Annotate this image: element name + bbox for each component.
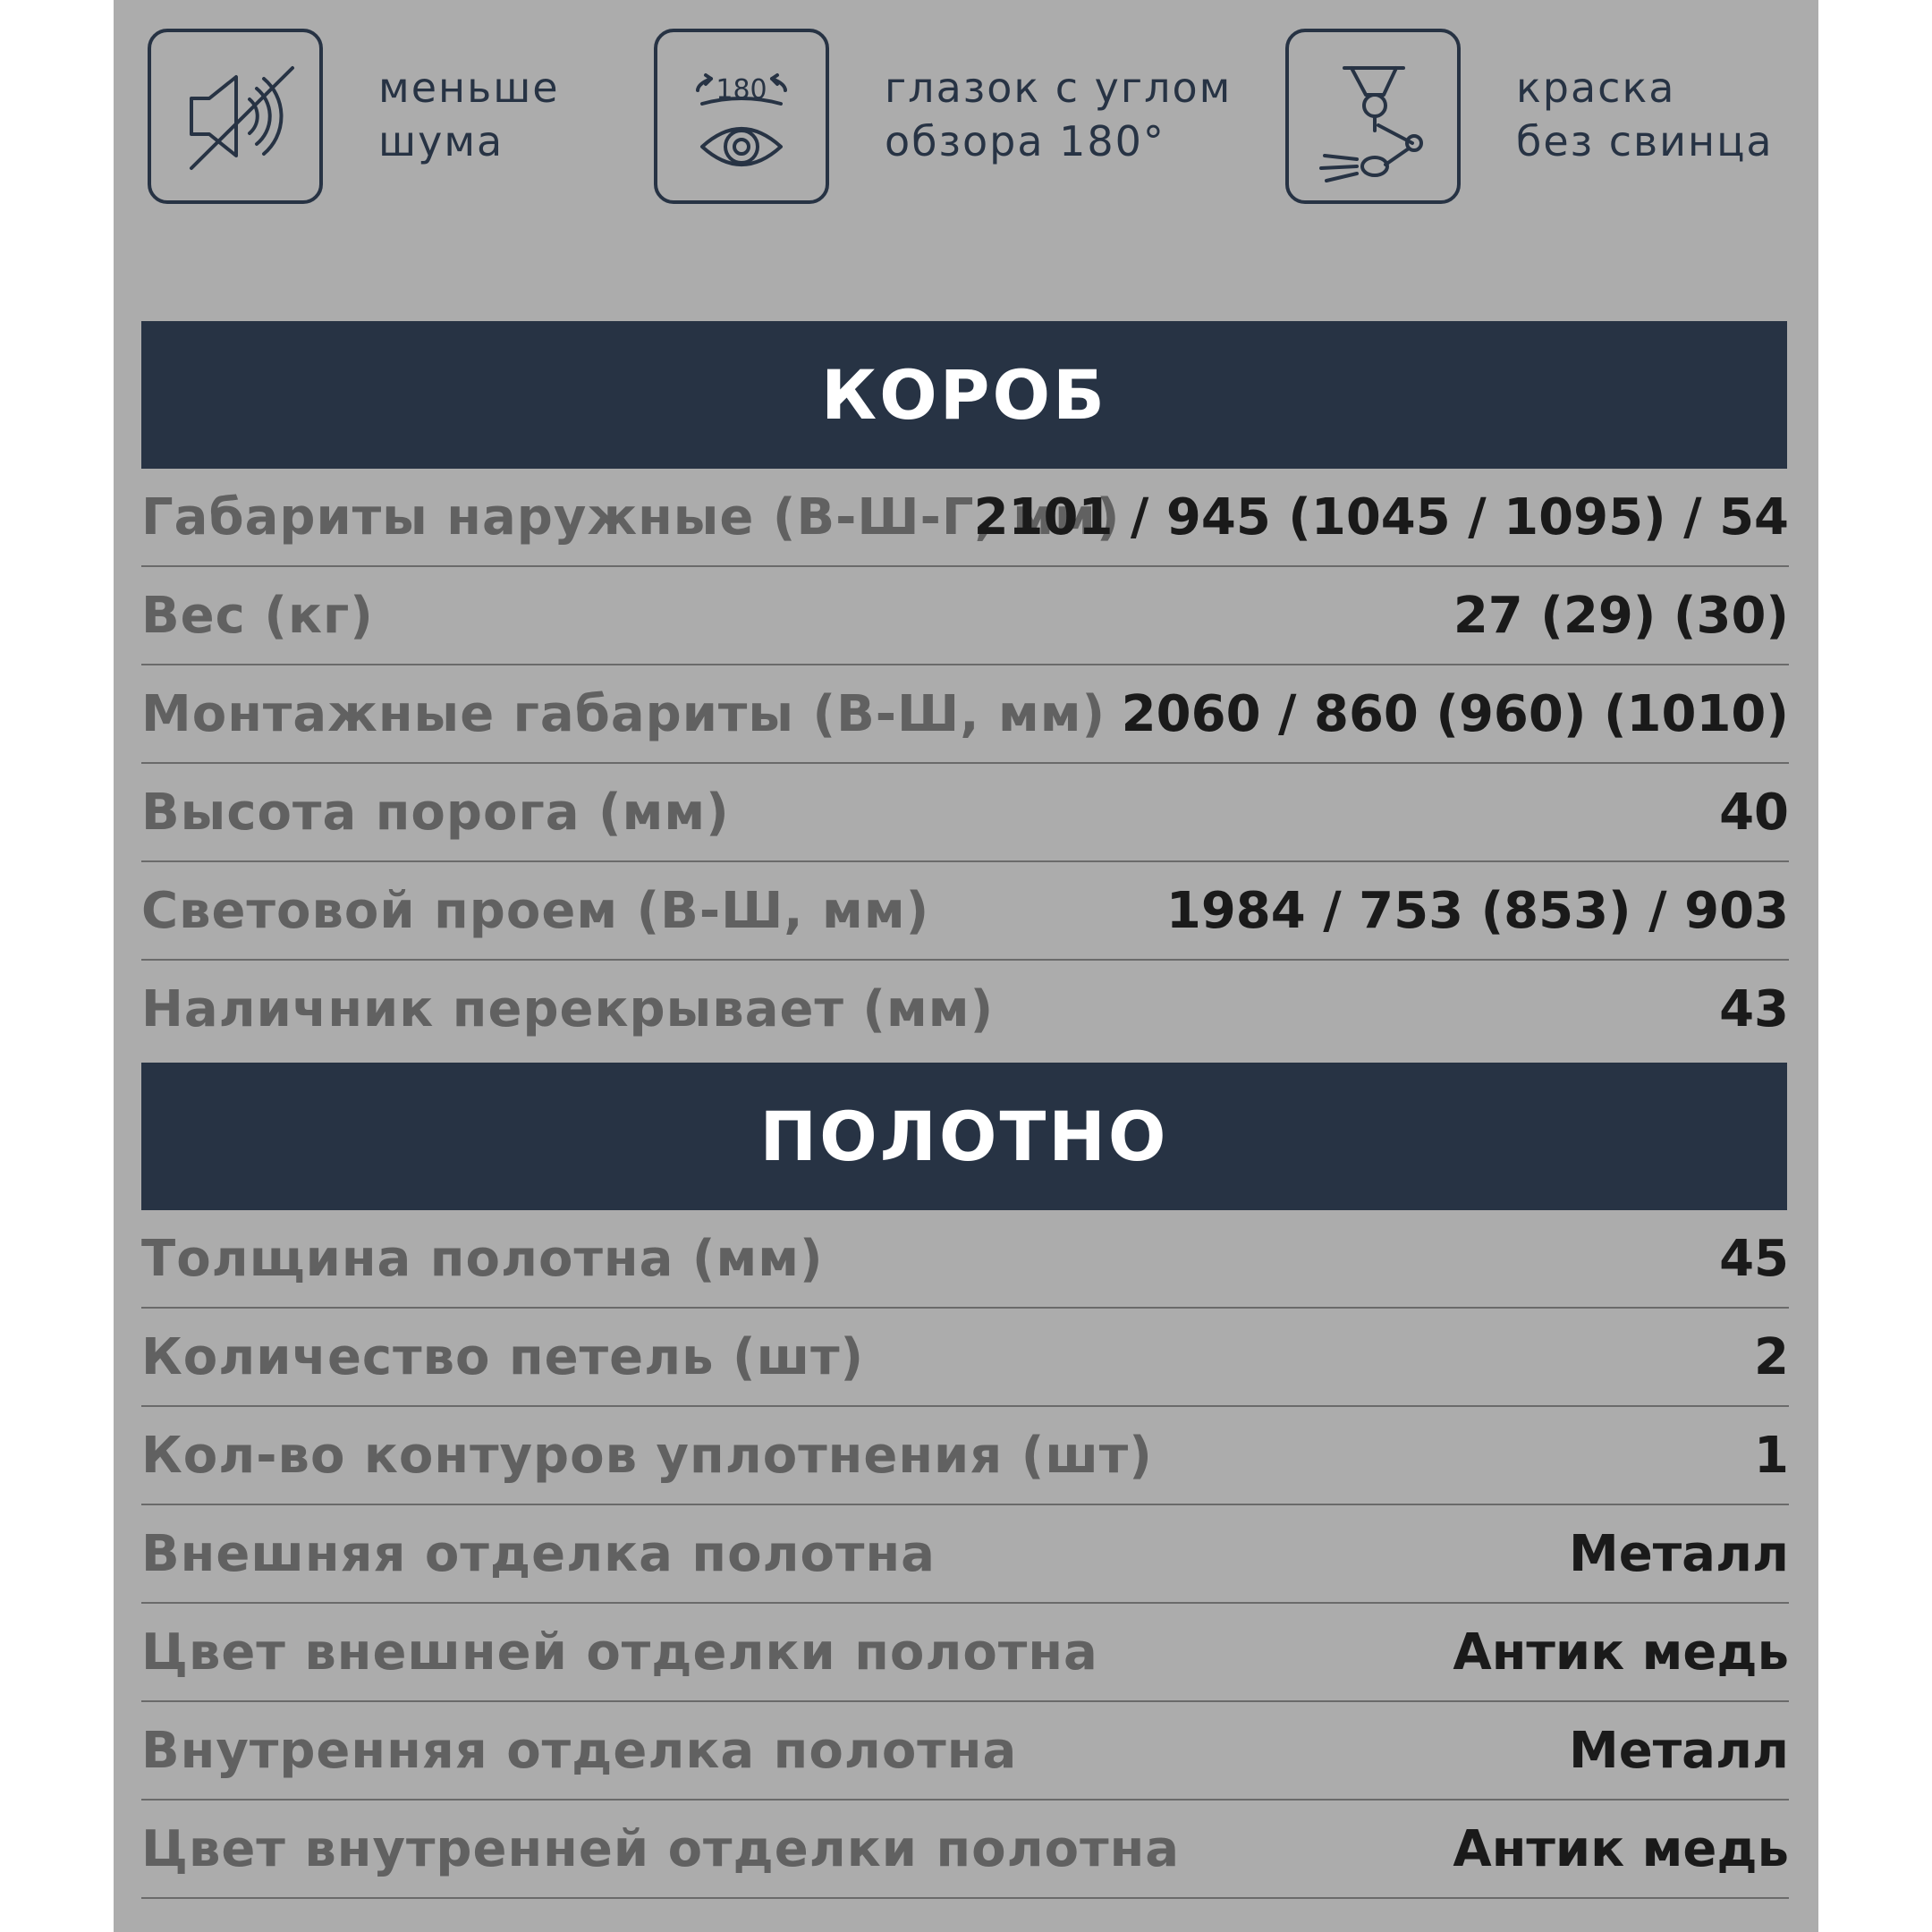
- spec-value: 2: [1754, 1328, 1789, 1386]
- spec-row: [141, 1309, 1789, 1407]
- mute-speaker-icon: [148, 29, 323, 204]
- spec-label: Цвет внешней отделки полотна: [141, 1623, 1098, 1682]
- spec-label: Высота порога (мм): [141, 784, 730, 842]
- feature-label: [885, 61, 1232, 168]
- spec-value: 43: [1719, 980, 1789, 1038]
- spec-row: [141, 862, 1789, 961]
- spec-value: Металл: [1569, 1722, 1789, 1780]
- feature-label-line: краска: [1516, 64, 1676, 112]
- feature-label-line: шума: [378, 117, 504, 165]
- spec-label: Габариты наружные (В-Ш-Г, мм): [141, 488, 1121, 547]
- eye-180-icon: [654, 29, 829, 204]
- spec-row: [141, 1505, 1789, 1604]
- spec-row: [141, 1604, 1789, 1702]
- spec-label: Внутренняя отделка полотна: [141, 1722, 1018, 1780]
- spray-robot-icon: [1285, 29, 1461, 204]
- spec-row: [141, 1801, 1789, 1899]
- feature-label-line: меньше: [378, 64, 560, 112]
- section-rows-korob: [141, 469, 1789, 1059]
- spec-value: 2060 / 860 (960) (1010): [1121, 685, 1789, 743]
- spec-row: [141, 1702, 1789, 1801]
- spec-label: Внешняя отделка полотна: [141, 1525, 936, 1583]
- spec-row: [141, 1210, 1789, 1309]
- spec-label: Толщина полотна (мм): [141, 1230, 824, 1288]
- section-rows-polotno: [141, 1210, 1789, 1899]
- feature-label-line: обзора 180°: [885, 117, 1165, 165]
- eye-180-label: 180: [716, 74, 767, 106]
- section-header-polotno: ПОЛОТНО: [141, 1063, 1787, 1210]
- spec-value: 45: [1719, 1230, 1789, 1288]
- spec-value: 1: [1754, 1427, 1789, 1485]
- spec-row: [141, 469, 1789, 567]
- spec-label: Количество петель (шт): [141, 1328, 865, 1386]
- spec-row: [141, 961, 1789, 1059]
- spec-row: [141, 665, 1789, 764]
- feature-label-line: глазок с углом: [885, 64, 1233, 112]
- spec-panel: [114, 0, 1818, 1932]
- spec-row: [141, 764, 1789, 862]
- feature-label-line: без свинца: [1516, 117, 1774, 165]
- feature-label: [1516, 61, 1774, 168]
- spec-label: Кол-во контуров уплотнения (шт): [141, 1427, 1153, 1485]
- spec-value: 1984 / 753 (853) / 903: [1165, 882, 1789, 940]
- spec-value: 2101 / 945 (1045 / 1095) / 54: [973, 488, 1789, 547]
- spec-label: Вес (кг): [141, 587, 374, 645]
- section-header-korob: КОРОБ: [141, 321, 1787, 469]
- spec-label: Цвет внутренней отделки полотна: [141, 1820, 1181, 1878]
- spec-row: [141, 567, 1789, 665]
- spec-value: 40: [1719, 784, 1789, 842]
- spec-value: Антик медь: [1453, 1820, 1789, 1878]
- spec-label: Монтажные габариты (В-Ш, мм): [141, 685, 1106, 743]
- spec-value: Металл: [1569, 1525, 1789, 1583]
- spec-value: Антик медь: [1453, 1623, 1789, 1682]
- spec-label: Наличник перекрывает (мм): [141, 980, 995, 1038]
- spec-value: 27 (29) (30): [1453, 587, 1789, 645]
- spec-row: [141, 1407, 1789, 1505]
- spec-label: Световой проем (В-Ш, мм): [141, 882, 930, 940]
- feature-label: [378, 61, 560, 168]
